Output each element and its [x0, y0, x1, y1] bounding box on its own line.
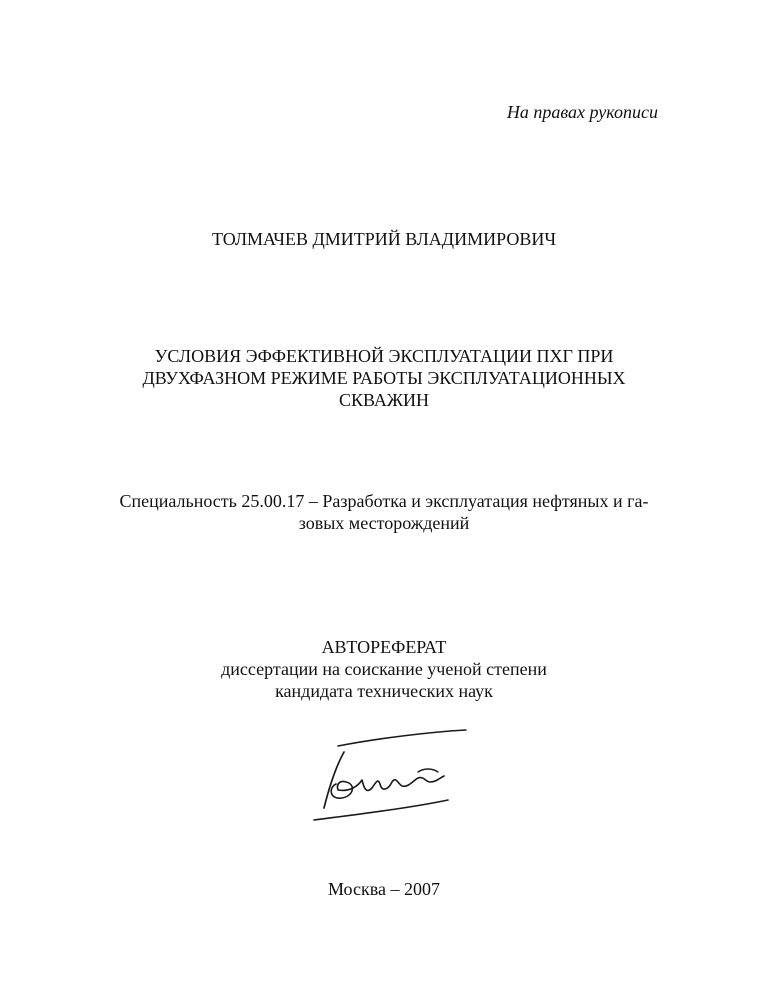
dissertation-title — [90, 345, 678, 411]
handwritten-signature — [300, 722, 480, 832]
specialty-line: зовых месторождений — [298, 513, 470, 533]
author-name: ТОЛМАЧЕВ ДМИТРИЙ ВЛАДИМИРОВИЧ — [211, 229, 557, 249]
title-line: СКВАЖИН — [338, 390, 429, 410]
abstract-line: кандидата технических наук — [275, 681, 493, 701]
specialty — [90, 490, 678, 534]
manuscript-note: На правах рукописи — [506, 102, 658, 122]
city-year: Москва – 2007 — [328, 879, 440, 899]
abstract-block — [90, 636, 678, 702]
abstract-heading: АВТОРЕФЕРАТ — [321, 637, 447, 657]
specialty-line: Специальность 25.00.17 – Разработка и эксплуатация нефтяных и га- — [119, 491, 649, 511]
abstract-line: диссертации на соискание ученой степени — [221, 659, 547, 679]
title-line: УСЛОВИЯ ЭФФЕКТИВНОЙ ЭКСПЛУАТАЦИИ ПХГ ПРИ — [154, 346, 614, 366]
title-line: ДВУХФАЗНОМ РЕЖИМЕ РАБОТЫ ЭКСПЛУАТАЦИОННЫХ — [142, 368, 626, 388]
